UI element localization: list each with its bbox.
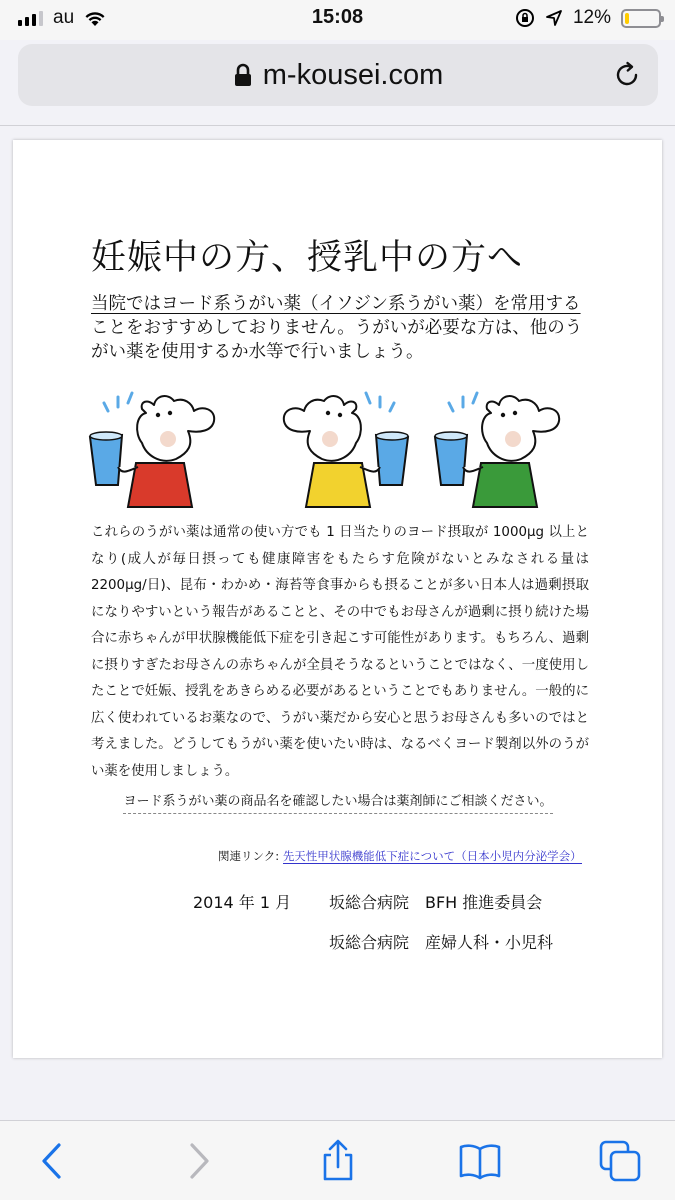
mascot-gargling-red (88, 385, 238, 510)
related-link[interactable]: 先天性甲状腺機能低下症について（日本小児内分泌学会） (282, 849, 582, 863)
document-date: 2014 年 1 月 (193, 893, 292, 912)
carrier-label: au (53, 7, 75, 28)
mascot-illustrations (88, 385, 588, 515)
battery-icon (621, 9, 661, 28)
mascot-gargling-yellow (260, 385, 410, 510)
orientation-lock-icon (515, 8, 535, 28)
tabs-icon[interactable] (598, 1139, 642, 1183)
intro-underlined: 当院ではヨード系うがい薬（イソジン系うがい薬）を常用する (91, 294, 581, 314)
intro-rest: ことをおすすめしておりません。うがいが必要な方は、他のうがい薬を使用するか水等で行いましょう。 (91, 318, 583, 362)
browser-toolbar (0, 1120, 675, 1200)
battery-percent: 12% (572, 7, 611, 28)
location-icon (545, 9, 563, 27)
consult-note: ヨード系うがい薬の商品名を確認したい場合は薬剤師にご相談ください。 (123, 790, 553, 814)
battery-level (625, 13, 629, 24)
signature-department: 坂総合病院 産婦人科・小児科 (329, 933, 554, 952)
address-bar[interactable] (18, 44, 658, 106)
url-text: m-kousei.com (262, 58, 444, 91)
reload-icon[interactable] (612, 60, 642, 90)
signature-committee: 坂総合病院 BFH 推進委員会 (329, 893, 543, 912)
share-icon[interactable] (316, 1139, 360, 1183)
bookmarks-icon[interactable] (458, 1139, 502, 1183)
forward-icon[interactable] (175, 1139, 219, 1183)
related-label: 関連リンク: (218, 849, 280, 863)
mascot-gargling-green (433, 385, 583, 510)
document-body: これらのうがい薬は通常の使い方でも 1 日当たりのヨード摂取が 1000μg 以上となり(成人が毎日摂っても健康障害をもたらす危険がないとみなされる量は 2200μg/日)、昆布・わかめ・海苔等食事からも摂ることが多い日本人は過剰摂取になりやすいという報告があることと、その中でもお母さんが過剰に摂り続けた場合に赤ちゃんが甲状腺機能低下症を引き起こす可能性があります。もちろん、過剰に摂りすぎたお母さんの赤ちゃんが全員そうなるということではなく、一度使用したことで妊娠、授乳をあきらめる必要があるということでもありません。一般的に広く使われているお薬なので、うがい薬だから安心と思うお母さんも多いのではと考えました。どうしてもうがい薬を使いたい時は、なるべくヨード製剤以外のうがい薬を使用しましょう。 (91, 525, 589, 779)
lock-icon (233, 63, 253, 87)
document-page (13, 140, 662, 1058)
status-right (515, 7, 661, 29)
related-link-row (218, 848, 582, 864)
back-icon[interactable] (32, 1139, 76, 1183)
status-bar (0, 0, 675, 40)
divider (0, 125, 675, 126)
document-title: 妊娠中の方、授乳中の方へ (91, 238, 524, 278)
document-intro (91, 292, 591, 364)
status-time: 15:08 (311, 6, 364, 28)
